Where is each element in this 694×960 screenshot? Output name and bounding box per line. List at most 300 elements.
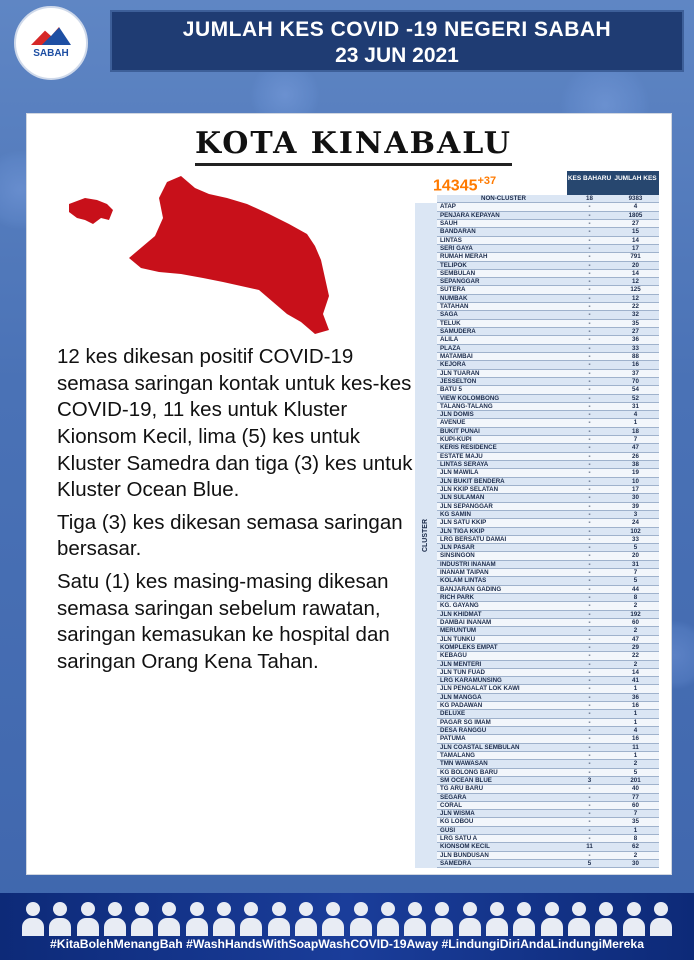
table-row (415, 378, 659, 386)
table-row (415, 627, 659, 635)
row-baharu: - (567, 478, 612, 486)
row-name: MERUNTUM (437, 627, 567, 635)
mountain-icon (31, 27, 71, 45)
row-baharu: - (567, 611, 612, 619)
row-baharu: - (567, 827, 612, 835)
row-baharu: - (567, 228, 612, 236)
row-name: LRG KARAMUNSING (437, 677, 567, 685)
table-row (415, 536, 659, 544)
row-name: KG SAMIN (437, 511, 567, 519)
row-jumlah: 1 (612, 719, 659, 727)
table-row (415, 503, 659, 511)
row-name: KG PADAWAN (437, 702, 567, 710)
row-baharu: - (567, 444, 612, 452)
row-baharu: - (567, 503, 612, 511)
row-baharu: - (567, 395, 612, 403)
row-baharu: - (567, 203, 612, 211)
table-row (415, 644, 659, 652)
table-row (415, 444, 659, 452)
row-baharu: - (567, 328, 612, 336)
table-row (415, 710, 659, 718)
table-row (415, 212, 659, 220)
row-name: PLAZA (437, 345, 567, 353)
row-jumlah: 40 (612, 785, 659, 793)
person-icon (213, 902, 235, 936)
table-row (415, 577, 659, 585)
people-icons (22, 898, 672, 936)
row-baharu: - (567, 528, 612, 536)
row-jumlah: 47 (612, 444, 659, 452)
row-jumlah: 22 (612, 303, 659, 311)
table-row (415, 552, 659, 560)
row-baharu: - (567, 303, 612, 311)
row-jumlah: 88 (612, 353, 659, 361)
row-baharu: - (567, 685, 612, 693)
row-jumlah: 1 (612, 752, 659, 760)
row-baharu: - (567, 794, 612, 802)
row-baharu: - (567, 494, 612, 502)
row-name: TG ARU BARU (437, 785, 567, 793)
row-jumlah: 18 (612, 428, 659, 436)
row-baharu: - (567, 386, 612, 394)
district-map-icon (63, 174, 343, 339)
row-name: DESA RANGGU (437, 727, 567, 735)
table-row (415, 810, 659, 818)
row-jumlah: 44 (612, 586, 659, 594)
row-name: KG BOLONG BARU (437, 769, 567, 777)
table-row (415, 843, 659, 851)
table-row (415, 461, 659, 469)
row-name: JLN KKIP SELATAN (437, 486, 567, 494)
table-row (415, 403, 659, 411)
table-row (415, 652, 659, 660)
table-row (415, 802, 659, 810)
total-value: 14345 (433, 177, 478, 195)
row-name: RUMAH MERAH (437, 253, 567, 261)
row-jumlah: 2 (612, 661, 659, 669)
row-name: ALILA (437, 336, 567, 344)
table-row (415, 253, 659, 261)
row-name: LRG BERSATU DAMAI (437, 536, 567, 544)
row-baharu: - (567, 802, 612, 810)
row-name: JLN KHIDMAT (437, 611, 567, 619)
row-name: KOMPLEKS EMPAT (437, 644, 567, 652)
row-name: SM OCEAN BLUE (437, 777, 567, 785)
row-name: CORAL (437, 802, 567, 810)
row-baharu: - (567, 320, 612, 328)
table-row (415, 436, 659, 444)
total-new: +37 (477, 175, 497, 187)
row-baharu: - (567, 353, 612, 361)
row-jumlah: 38 (612, 461, 659, 469)
table-row (415, 760, 659, 768)
row-jumlah: 5 (612, 769, 659, 777)
row-baharu: 11 (567, 843, 612, 851)
row-baharu: - (567, 403, 612, 411)
row-name: INANAM TAIPAN (437, 569, 567, 577)
logo-text: SABAH (33, 48, 69, 59)
row-baharu: - (567, 561, 612, 569)
row-name: JLN BUNDUSAN (437, 852, 567, 860)
table-body (415, 195, 659, 868)
row-jumlah: 33 (612, 536, 659, 544)
person-icon (350, 902, 372, 936)
row-name: JLN WISMA (437, 810, 567, 818)
table-row (415, 735, 659, 743)
row-baharu: - (567, 212, 612, 220)
table-row (415, 544, 659, 552)
row-jumlah: 2 (612, 627, 659, 635)
table-row (415, 636, 659, 644)
summary-paragraph: 12 kes dikesan positif COVID-19 semasa saringan kontak untuk kes-kes COVID-19, 11 kes untuk Kluster Kionsom Kecil, lima (5) kes untuk Kluster Samedra dan tiga (3) kes untuk Kluster Ocean Blue. (57, 345, 413, 502)
row-jumlah: 52 (612, 395, 659, 403)
row-jumlah: 4 (612, 727, 659, 735)
row-jumlah: 35 (612, 818, 659, 826)
row-baharu: - (567, 727, 612, 735)
row-jumlah: 7 (612, 436, 659, 444)
row-baharu: - (567, 453, 612, 461)
row-baharu: - (567, 644, 612, 652)
row-baharu: - (567, 461, 612, 469)
table-row (415, 353, 659, 361)
table-row (415, 361, 659, 369)
row-jumlah: 7 (612, 569, 659, 577)
row-jumlah: 30 (612, 494, 659, 502)
row-name: SAUH (437, 220, 567, 228)
row-baharu: - (567, 661, 612, 669)
table-row (415, 419, 659, 427)
table-row (415, 411, 659, 419)
row-baharu: - (567, 436, 612, 444)
row-jumlah: 29 (612, 644, 659, 652)
row-baharu: - (567, 469, 612, 477)
header-title: JUMLAH KES COVID -19 NEGERI SABAH (182, 18, 612, 41)
person-icon (595, 902, 617, 936)
table-row (415, 320, 659, 328)
person-icon (268, 902, 290, 936)
table-row (415, 370, 659, 378)
row-name: SINSINGON (437, 552, 567, 560)
total-cases (433, 175, 496, 195)
table-row (415, 478, 659, 486)
row-jumlah: 1 (612, 685, 659, 693)
row-jumlah: 36 (612, 336, 659, 344)
row-jumlah: 10 (612, 478, 659, 486)
row-baharu: - (567, 744, 612, 752)
row-name: JLN TIGA KKIP (437, 528, 567, 536)
row-baharu: - (567, 810, 612, 818)
row-baharu: - (567, 345, 612, 353)
person-icon (459, 902, 481, 936)
row-baharu: - (567, 419, 612, 427)
row-name: PAGAR SG IMAM (437, 719, 567, 727)
table-row (415, 561, 659, 569)
row-name: KIONSOM KECIL (437, 843, 567, 851)
row-name: DELUXE (437, 710, 567, 718)
row-baharu: - (567, 719, 612, 727)
row-baharu: - (567, 569, 612, 577)
row-name: SAGA (437, 311, 567, 319)
row-name: JLN PENGALAT LOK KAWI (437, 685, 567, 693)
row-baharu: - (567, 619, 612, 627)
row-baharu: - (567, 669, 612, 677)
table-row (415, 469, 659, 477)
table-row (415, 785, 659, 793)
row-jumlah: 32 (612, 311, 659, 319)
row-jumlah: 17 (612, 486, 659, 494)
row-jumlah: 27 (612, 328, 659, 336)
row-name: KEJORA (437, 361, 567, 369)
person-icon (295, 902, 317, 936)
table-row (415, 769, 659, 777)
row-baharu: - (567, 428, 612, 436)
table-row (415, 569, 659, 577)
table-row (415, 677, 659, 685)
row-jumlah: 8 (612, 835, 659, 843)
table-row (415, 777, 659, 785)
row-baharu: - (567, 760, 612, 768)
content-card (26, 113, 672, 875)
row-baharu: - (567, 852, 612, 860)
row-baharu: - (567, 769, 612, 777)
table-row (415, 661, 659, 669)
row-name: INDUSTRI INANAM (437, 561, 567, 569)
table-row (415, 586, 659, 594)
row-baharu: 3 (567, 777, 612, 785)
row-name: JLN DOMIS (437, 411, 567, 419)
person-icon (377, 902, 399, 936)
row-name: SEMBULAN (437, 270, 567, 278)
row-name: JLN MENTERI (437, 661, 567, 669)
row-name: JLN TUN FUAD (437, 669, 567, 677)
row-baharu: - (567, 336, 612, 344)
row-name: SERI GAYA (437, 245, 567, 253)
row-jumlah: 192 (612, 611, 659, 619)
page-header (110, 10, 684, 72)
row-jumlah: 33 (612, 345, 659, 353)
row-name: TATAHAN (437, 303, 567, 311)
summary-paragraph: Satu (1) kes masing-masing dikesan semasa saringan sebelum rawatan, saringan kemasukan ke hospital dan saringan Orang Kena Tahan. (57, 570, 390, 674)
row-jumlah: 41 (612, 677, 659, 685)
row-name: JLN BUKIT BENDERA (437, 478, 567, 486)
row-jumlah: 22 (612, 652, 659, 660)
row-name: TELUK (437, 320, 567, 328)
row-jumlah: 102 (612, 528, 659, 536)
person-icon (513, 902, 535, 936)
table-row (415, 262, 659, 270)
table-row (415, 602, 659, 610)
table-row (415, 270, 659, 278)
row-name: JLN TUARAN (437, 370, 567, 378)
row-jumlah: 39 (612, 503, 659, 511)
row-jumlah: 201 (612, 777, 659, 785)
row-baharu: - (567, 552, 612, 560)
table-row (415, 511, 659, 519)
summary-paragraph: Tiga (3) kes dikesan semasa saringan bersasar. (57, 510, 403, 561)
person-icon (158, 902, 180, 936)
row-baharu: - (567, 311, 612, 319)
row-name: JLN SEPANGGAR (437, 503, 567, 511)
cluster-label-text: CLUSTER (422, 518, 430, 553)
table-row (415, 702, 659, 710)
table-row (415, 428, 659, 436)
row-jumlah: 12 (612, 295, 659, 303)
header-jumlah-kes: JUMLAH KES (612, 171, 659, 195)
table-row (415, 386, 659, 394)
row-jumlah: 54 (612, 386, 659, 394)
district-title: KOTA KINABALU (195, 126, 512, 166)
row-name: JLN MANGGA (437, 694, 567, 702)
table-row (415, 528, 659, 536)
row-baharu: - (567, 735, 612, 743)
row-jumlah: 16 (612, 735, 659, 743)
row-name: TMN WAWASAN (437, 760, 567, 768)
row-jumlah: 7 (612, 810, 659, 818)
row-name: KOLAM LINTAS (437, 577, 567, 585)
person-icon (650, 902, 672, 936)
row-name: KUPI-KUPI (437, 436, 567, 444)
table-row (415, 237, 659, 245)
row-jumlah: 12 (612, 278, 659, 286)
row-baharu: - (567, 237, 612, 245)
table-row (415, 245, 659, 253)
row-baharu: - (567, 411, 612, 419)
row-jumlah: 26 (612, 453, 659, 461)
summary-text (57, 344, 417, 682)
table-row (415, 669, 659, 677)
table-row (415, 685, 659, 693)
table-row (415, 818, 659, 826)
row-name: JLN TUNKU (437, 636, 567, 644)
row-jumlah: 20 (612, 552, 659, 560)
row-baharu: - (567, 710, 612, 718)
row-jumlah: 125 (612, 286, 659, 294)
row-jumlah: 9383 (612, 195, 659, 203)
row-jumlah: 36 (612, 694, 659, 702)
row-jumlah: 37 (612, 370, 659, 378)
table-row (415, 336, 659, 344)
row-name: JLN SATU KKIP (437, 519, 567, 527)
row-name: JLN COASTAL SEMBULAN (437, 744, 567, 752)
table-row (415, 345, 659, 353)
row-baharu: - (567, 602, 612, 610)
row-name: BANJARAN GADING (437, 586, 567, 594)
header-date: 23 JUN 2021 (335, 44, 459, 67)
row-jumlah: 1805 (612, 212, 659, 220)
row-name: JLN PASAR (437, 544, 567, 552)
table-row (415, 619, 659, 627)
row-name: KERIS RESIDENCE (437, 444, 567, 452)
row-name: ATAP (437, 203, 567, 211)
row-baharu: - (567, 835, 612, 843)
row-name: JESSELTON (437, 378, 567, 386)
row-baharu: - (567, 278, 612, 286)
row-jumlah: 15 (612, 228, 659, 236)
table-row (415, 195, 659, 203)
row-name: SUTERA (437, 286, 567, 294)
person-icon (568, 902, 590, 936)
row-jumlah: 4 (612, 203, 659, 211)
row-baharu: - (567, 295, 612, 303)
row-name: BANDARAN (437, 228, 567, 236)
row-baharu: - (567, 544, 612, 552)
table-row (415, 852, 659, 860)
row-name: TAMALANG (437, 752, 567, 760)
row-name: PENJARA KEPAYAN (437, 212, 567, 220)
row-name: JLN SULAMAN (437, 494, 567, 502)
row-jumlah: 17 (612, 245, 659, 253)
table-row (415, 486, 659, 494)
row-name: DAMBAI INANAM (437, 619, 567, 627)
row-jumlah: 30 (612, 860, 659, 868)
table-row (415, 453, 659, 461)
row-baharu: - (567, 361, 612, 369)
person-icon (541, 902, 563, 936)
row-jumlah: 4 (612, 411, 659, 419)
table-row (415, 727, 659, 735)
row-name: KG. GAYANG (437, 602, 567, 610)
row-name: LINTAS (437, 237, 567, 245)
person-icon (486, 902, 508, 936)
row-baharu: - (567, 245, 612, 253)
row-jumlah: 24 (612, 519, 659, 527)
person-icon (104, 902, 126, 936)
row-jumlah: 60 (612, 802, 659, 810)
row-name: TALANG-TALANG (437, 403, 567, 411)
table-row (415, 228, 659, 236)
row-baharu: - (567, 677, 612, 685)
row-name: AVENUE (437, 419, 567, 427)
row-jumlah: 2 (612, 602, 659, 610)
row-jumlah: 3 (612, 511, 659, 519)
person-icon (77, 902, 99, 936)
row-name: LRG SATU A (437, 835, 567, 843)
row-name: SAMUDERA (437, 328, 567, 336)
row-jumlah: 1 (612, 419, 659, 427)
row-baharu: - (567, 652, 612, 660)
row-jumlah: 1 (612, 710, 659, 718)
row-name: KG LOBOU (437, 818, 567, 826)
row-jumlah: 5 (612, 544, 659, 552)
row-jumlah: 47 (612, 636, 659, 644)
row-baharu: - (567, 818, 612, 826)
table-row (415, 794, 659, 802)
row-name: SAMEDRA (437, 860, 567, 868)
row-name: MATAMBAI (437, 353, 567, 361)
row-baharu: - (567, 594, 612, 602)
row-name: BUKIT PUNAI (437, 428, 567, 436)
row-name: NUMBAK (437, 295, 567, 303)
table-row (415, 835, 659, 843)
table-row (415, 827, 659, 835)
table-row (415, 286, 659, 294)
row-baharu: - (567, 378, 612, 386)
row-name: KEBAGU (437, 652, 567, 660)
table-row (415, 519, 659, 527)
row-baharu: - (567, 253, 612, 261)
row-baharu: - (567, 627, 612, 635)
row-name: PATUMA (437, 735, 567, 743)
table-row (415, 295, 659, 303)
row-name: GUSI (437, 827, 567, 835)
row-jumlah: 791 (612, 253, 659, 261)
table-row (415, 303, 659, 311)
row-jumlah: 70 (612, 378, 659, 386)
row-baharu: - (567, 486, 612, 494)
person-icon (404, 902, 426, 936)
row-baharu: - (567, 270, 612, 278)
table-row (415, 860, 659, 868)
